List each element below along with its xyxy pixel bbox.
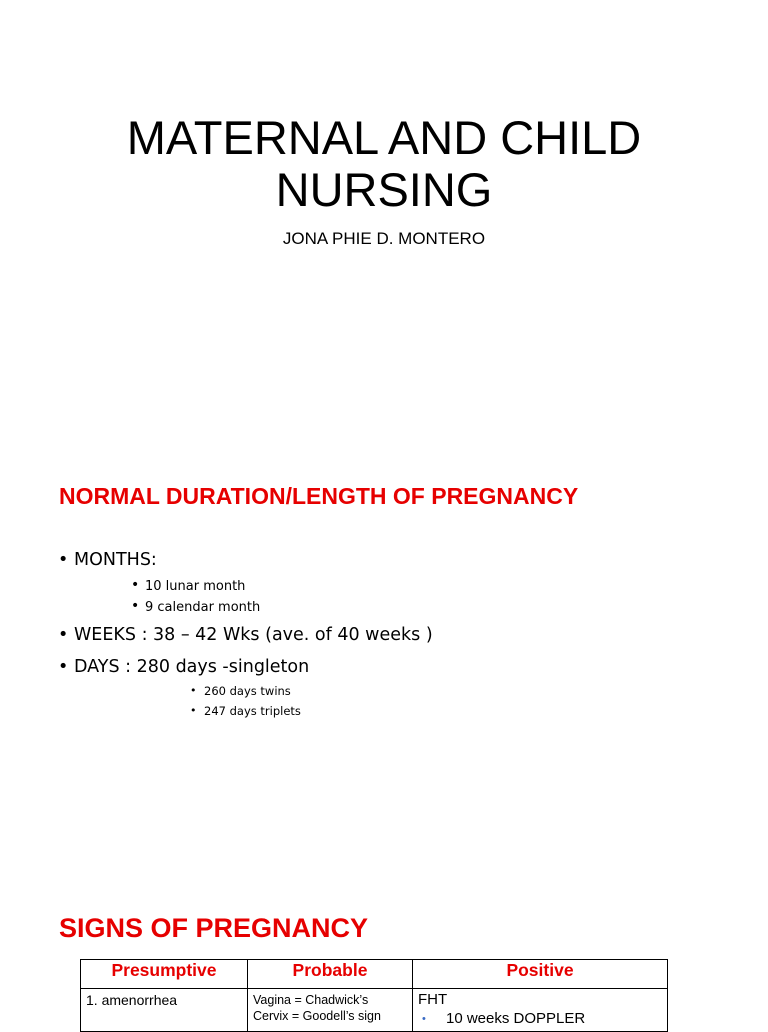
probable-line: Cervix = Goodell’s sign [253, 1009, 381, 1023]
author-name: JONA PHIE D. MONTERO [282, 229, 486, 248]
title-line-2: NURSING [275, 163, 493, 216]
positive-title: FHT [418, 991, 448, 1008]
duration-bullets [58, 549, 433, 721]
header-presumptive: Presumptive [81, 960, 248, 989]
days-item: • 260 days twins [190, 681, 433, 701]
header-probable: Probable [248, 960, 413, 989]
cell-positive [413, 989, 668, 1032]
days-sublist [190, 681, 433, 721]
title-slide [0, 0, 768, 384]
days-label: DAYS : 280 days -singleton [74, 657, 310, 677]
months-label: MONTHS: [74, 550, 157, 570]
duration-heading: NORMAL DURATION/LENGTH OF PREGNANCY [59, 483, 579, 509]
table-row [81, 989, 668, 1032]
days-item: • 247 days triplets [190, 701, 433, 721]
header-positive: Positive [413, 960, 668, 989]
signs-slide [0, 864, 768, 1027]
main-title [0, 112, 768, 216]
positive-item: • 10 weeks DOPPLER [418, 1010, 662, 1028]
cell-presumptive: 1. amenorrhea [81, 989, 248, 1032]
months-item: • 9 calendar month [131, 597, 433, 618]
cell-probable [248, 989, 413, 1032]
bullet-days [58, 656, 433, 721]
months-sublist [131, 576, 433, 618]
bullet-months [58, 549, 433, 618]
duration-slide [0, 384, 768, 864]
signs-heading: SIGNS OF PREGNANCY [59, 913, 369, 943]
months-item: • 10 lunar month [131, 576, 433, 597]
signs-table [80, 959, 668, 1032]
table-header-row [81, 960, 668, 989]
title-line-1: MATERNAL AND CHILD [126, 111, 642, 164]
bullet-weeks: • WEEKS : 38 – 42 Wks (ave. of 40 weeks ) [58, 624, 433, 646]
probable-line: Vagina = Chadwick’s [253, 993, 369, 1007]
